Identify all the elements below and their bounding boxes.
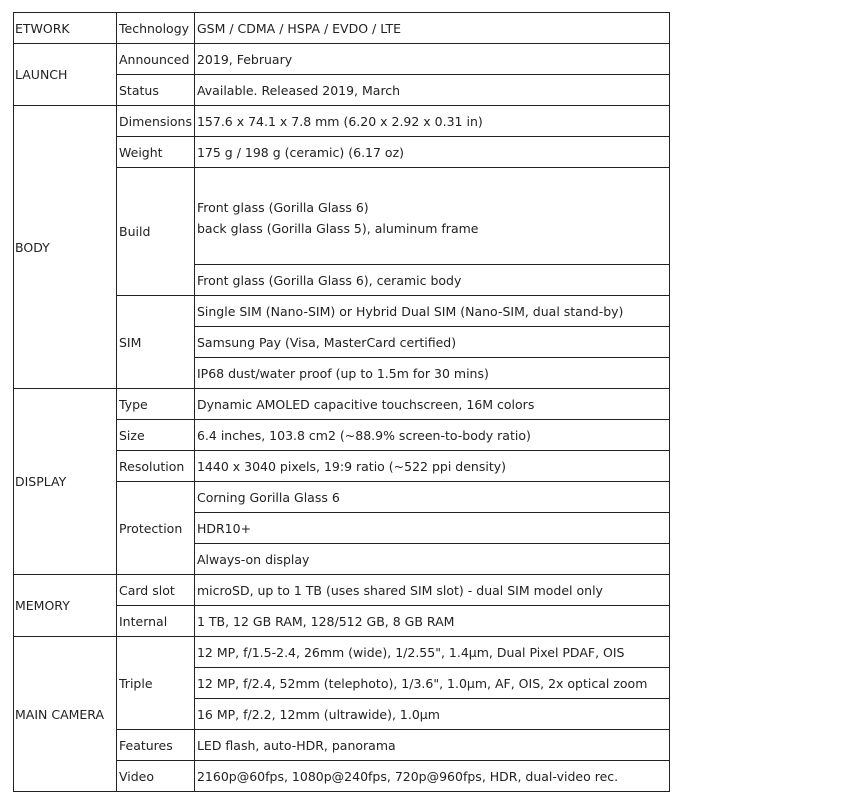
value-camera-wide: 12 MP, f/1.5-2.4, 26mm (wide), 1/2.55", 1.4µm, Dual Pixel PDAF, OIS [194,637,669,668]
table-row [14,13,670,44]
category-network: ETWORK [14,13,117,44]
category-body: BODY [14,106,117,389]
value-camera-telephoto: 12 MP, f/2.4, 52mm (telephoto), 1/3.6", 1.0µm, AF, OIS, 2x optical zoom [194,668,669,699]
field-internal: Internal [117,606,195,637]
value-size: 6.4 inches, 103.8 cm2 (~88.9% screen-to-body ratio) [194,420,669,451]
value-weight: 175 g / 198 g (ceramic) (6.17 oz) [194,137,669,168]
category-memory: MEMORY [14,575,117,637]
table-row [14,637,670,668]
field-triple: Triple [117,637,195,730]
field-build: Build [117,168,195,296]
value-camera-ultrawide: 16 MP, f/2.2, 12mm (ultrawide), 1.0µm [194,699,669,730]
value-video: 2160p@60fps, 1080p@240fps, 720p@960fps, HDR, dual-video rec. [194,761,669,792]
value-build-ceramic: Front glass (Gorilla Glass 6), ceramic body [194,265,669,296]
value-sim-pay: Samsung Pay (Visa, MasterCard certified) [194,327,669,358]
table-row [14,389,670,420]
field-status: Status [117,75,195,106]
value-type: Dynamic AMOLED capacitive touchscreen, 16M colors [194,389,669,420]
value-build: Front glass (Gorilla Glass 6) back glass (Gorilla Glass 5), aluminum frame [194,168,669,265]
value-always-on: Always-on display [194,544,669,575]
category-display: DISPLAY [14,389,117,575]
table-row [14,106,670,137]
field-resolution: Resolution [117,451,195,482]
value-hdr: HDR10+ [194,513,669,544]
value-dimensions: 157.6 x 74.1 x 7.8 mm (6.20 x 2.92 x 0.31 in) [194,106,669,137]
field-features: Features [117,730,195,761]
field-type: Type [117,389,195,420]
field-size: Size [117,420,195,451]
value-sim-ip68: IP68 dust/water proof (up to 1.5m for 30 mins) [194,358,669,389]
spec-table [13,12,670,792]
value-features: LED flash, auto-HDR, panorama [194,730,669,761]
field-card-slot: Card slot [117,575,195,606]
field-video: Video [117,761,195,792]
category-launch: LAUNCH [14,44,117,106]
field-protection: Protection [117,482,195,575]
value-announced: 2019, February [194,44,669,75]
value-technology: GSM / CDMA / HSPA / EVDO / LTE [194,13,669,44]
table-row [14,575,670,606]
value-internal: 1 TB, 12 GB RAM, 128/512 GB, 8 GB RAM [194,606,669,637]
value-protection: Corning Gorilla Glass 6 [194,482,669,513]
field-announced: Announced [117,44,195,75]
field-weight: Weight [117,137,195,168]
field-dimensions: Dimensions [117,106,195,137]
value-resolution: 1440 x 3040 pixels, 19:9 ratio (~522 ppi density) [194,451,669,482]
category-main-camera: MAIN CAMERA [14,637,117,792]
field-technology: Technology [117,13,195,44]
value-sim: Single SIM (Nano-SIM) or Hybrid Dual SIM (Nano-SIM, dual stand-by) [194,296,669,327]
value-card-slot: microSD, up to 1 TB (uses shared SIM slot) - dual SIM model only [194,575,669,606]
field-sim: SIM [117,296,195,389]
table-row [14,44,670,75]
value-status: Available. Released 2019, March [194,75,669,106]
